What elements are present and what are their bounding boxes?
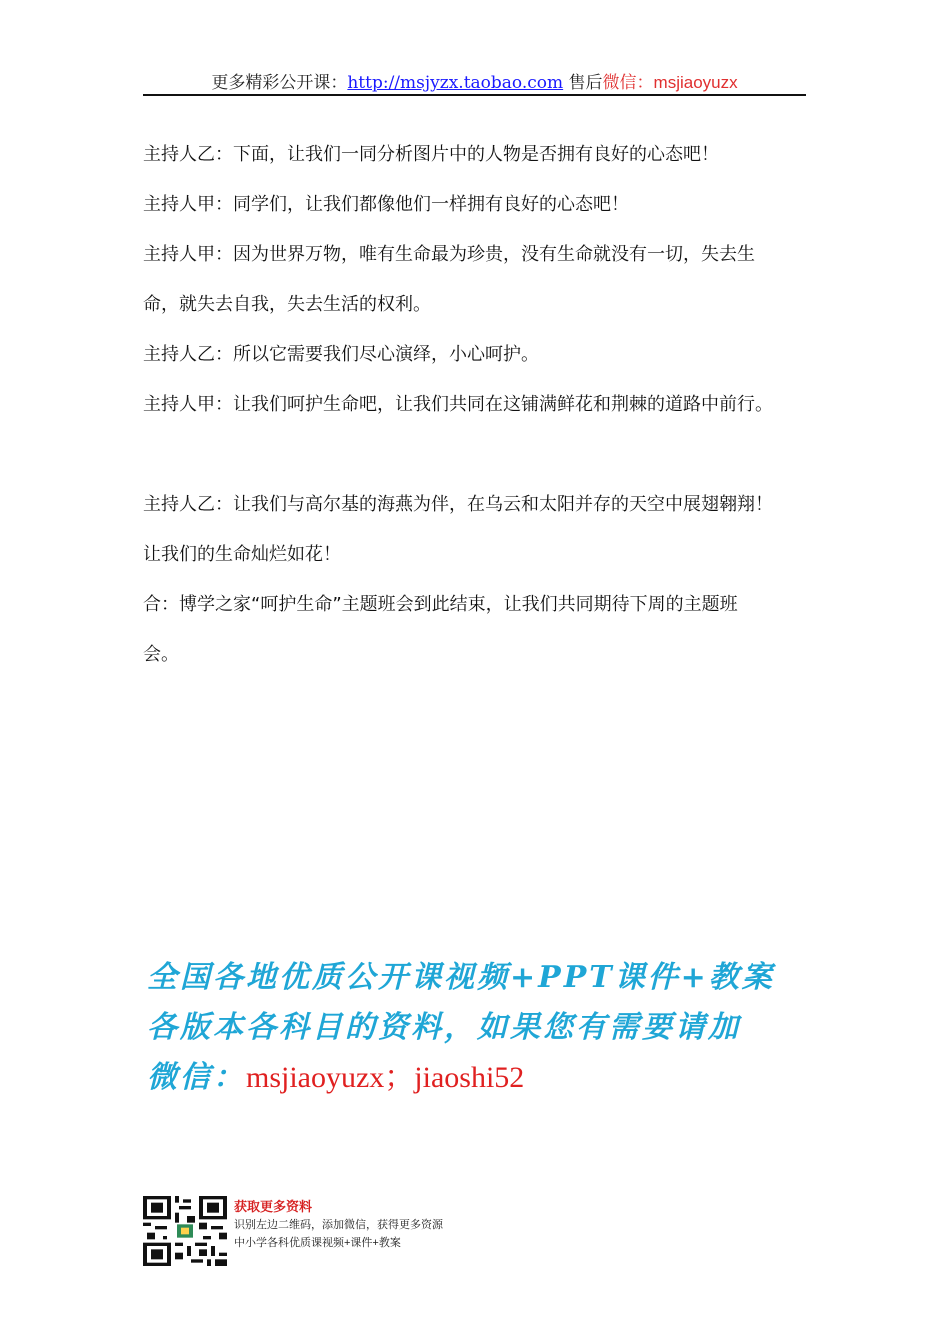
promo-wechat-label: 微信： <box>147 1060 246 1095</box>
promo-line-2: 各版本各科目的资料，如果您有需要请加 <box>147 1010 741 1045</box>
qr-caption <box>234 1198 443 1252</box>
body-line: 会。 <box>143 644 179 665</box>
body-line: 主持人甲：因为世界万物，唯有生命最为珍贵，没有生命就没有一切，失去生 <box>143 244 755 265</box>
qr-title: 获取更多资料 <box>234 1199 313 1214</box>
promo-line-3 <box>147 1053 847 1103</box>
body-line: 主持人甲：让我们呵护生命吧，让我们共同在这铺满鲜花和荆棘的道路中前行。 <box>143 394 773 415</box>
qr-code-icon <box>143 1196 227 1266</box>
qr-line-1: 识别左边二维码，添加微信，获得更多资源 <box>234 1219 443 1231</box>
promo-banner <box>147 953 847 1103</box>
body-line: 让我们的生命灿烂如花！ <box>143 544 341 565</box>
header-after: 售后 <box>568 73 603 93</box>
header-wechat-label: 微信： <box>602 73 654 93</box>
promo-line-1: 全国各地优质公开课视频+PPT课件+教案 <box>147 960 775 995</box>
body-line: 命，就失去自我，失去生活的权利。 <box>143 294 431 315</box>
body-line: 主持人乙：所以它需要我们尽心演绎，小心呵护。 <box>143 344 539 365</box>
body-line: 主持人甲：同学们，让我们都像他们一样拥有良好的心态吧！ <box>143 194 629 215</box>
page-header <box>143 68 806 96</box>
body-line: 主持人乙：让我们与高尔基的海燕为伴，在乌云和太阳并存的天空中展翅翱翔！ <box>143 494 773 515</box>
header-wechat-id: msjiaoyuzx <box>653 73 738 92</box>
body-line: 合：博学之家“呵护生命”主题班会到此结束，让我们共同期待下周的主题班 <box>143 594 738 615</box>
store-link[interactable]: http://msjyzx.taobao.com <box>347 73 564 93</box>
promo-wechat-ids: msjiaoyuzx；jiaoshi52 <box>246 1061 525 1094</box>
qr-line-2: 中小学各科优质课视频+课件+教案 <box>234 1237 401 1249</box>
paragraph-gap <box>143 430 833 480</box>
script-body <box>143 130 833 680</box>
body-line: 主持人乙：下面，让我们一同分析图片中的人物是否拥有良好的心态吧！ <box>143 144 719 165</box>
header-lead: 更多精彩公开课： <box>211 73 348 93</box>
